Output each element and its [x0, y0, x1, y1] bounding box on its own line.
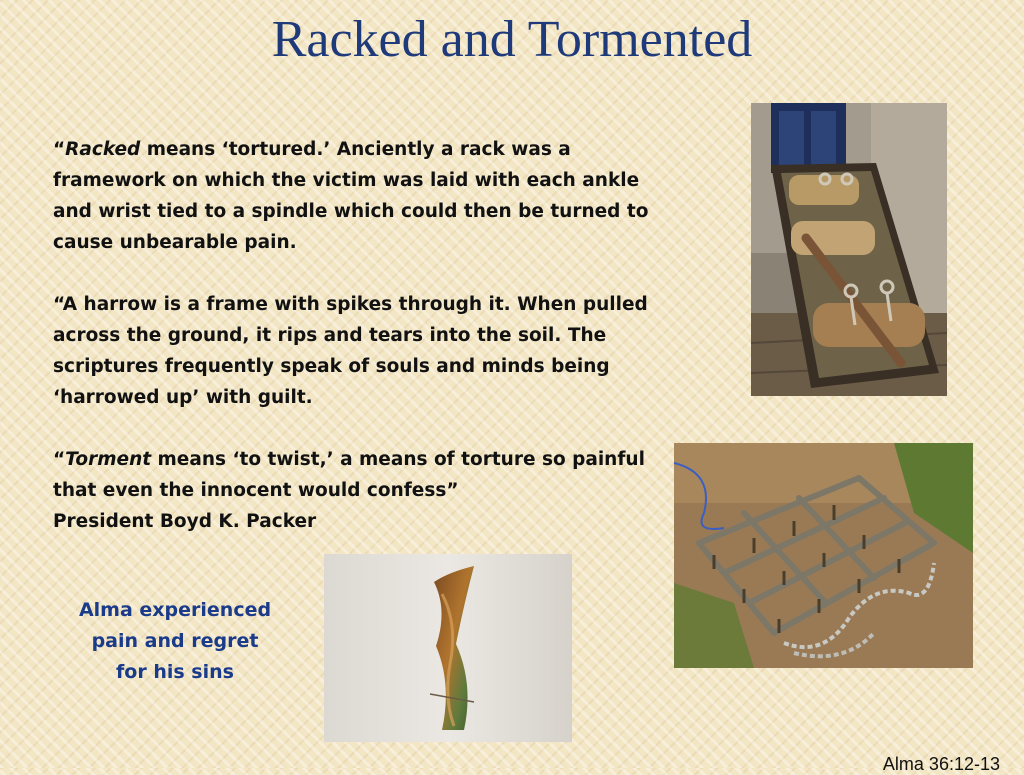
callout-line: for his sins	[116, 661, 234, 683]
racked-term: Racked	[65, 139, 141, 160]
callout-line: Alma experienced	[78, 599, 272, 621]
quote-body	[53, 134, 668, 537]
harrow-photo	[674, 443, 973, 668]
slide-title: Racked and Tormented	[271, 11, 753, 68]
callout-line: pain and regret	[91, 630, 259, 652]
torment-term: Torment	[65, 449, 152, 470]
harrow-paragraph: “A harrow is a frame with spikes through it. When pulled across the ground, it rips and tears into the soil. The scriptures frequently speak of souls and minds being ‘harrowed up’ with guilt.	[53, 294, 648, 408]
racked-paragraph	[53, 134, 668, 258]
open-quote: “	[53, 139, 66, 160]
racked-definition: means ‘tortured.’ Anciently a rack was a framework on which the victim was laid with each ankle and wrist tied to a spindle which could then be turned to cause unbearable pain.	[53, 139, 649, 253]
attribution: President Boyd K. Packer	[53, 511, 317, 532]
rack-photo	[751, 103, 947, 396]
callout-text	[62, 595, 288, 688]
twisted-sculpture-photo	[324, 554, 572, 742]
open-quote: “	[53, 449, 66, 470]
torment-paragraph	[53, 444, 668, 506]
scripture-reference: Alma 36:12-13	[882, 754, 1000, 774]
torment-definition: means ‘to twist,’ a means of torture so painful that even the innocent would confess”	[53, 449, 645, 501]
